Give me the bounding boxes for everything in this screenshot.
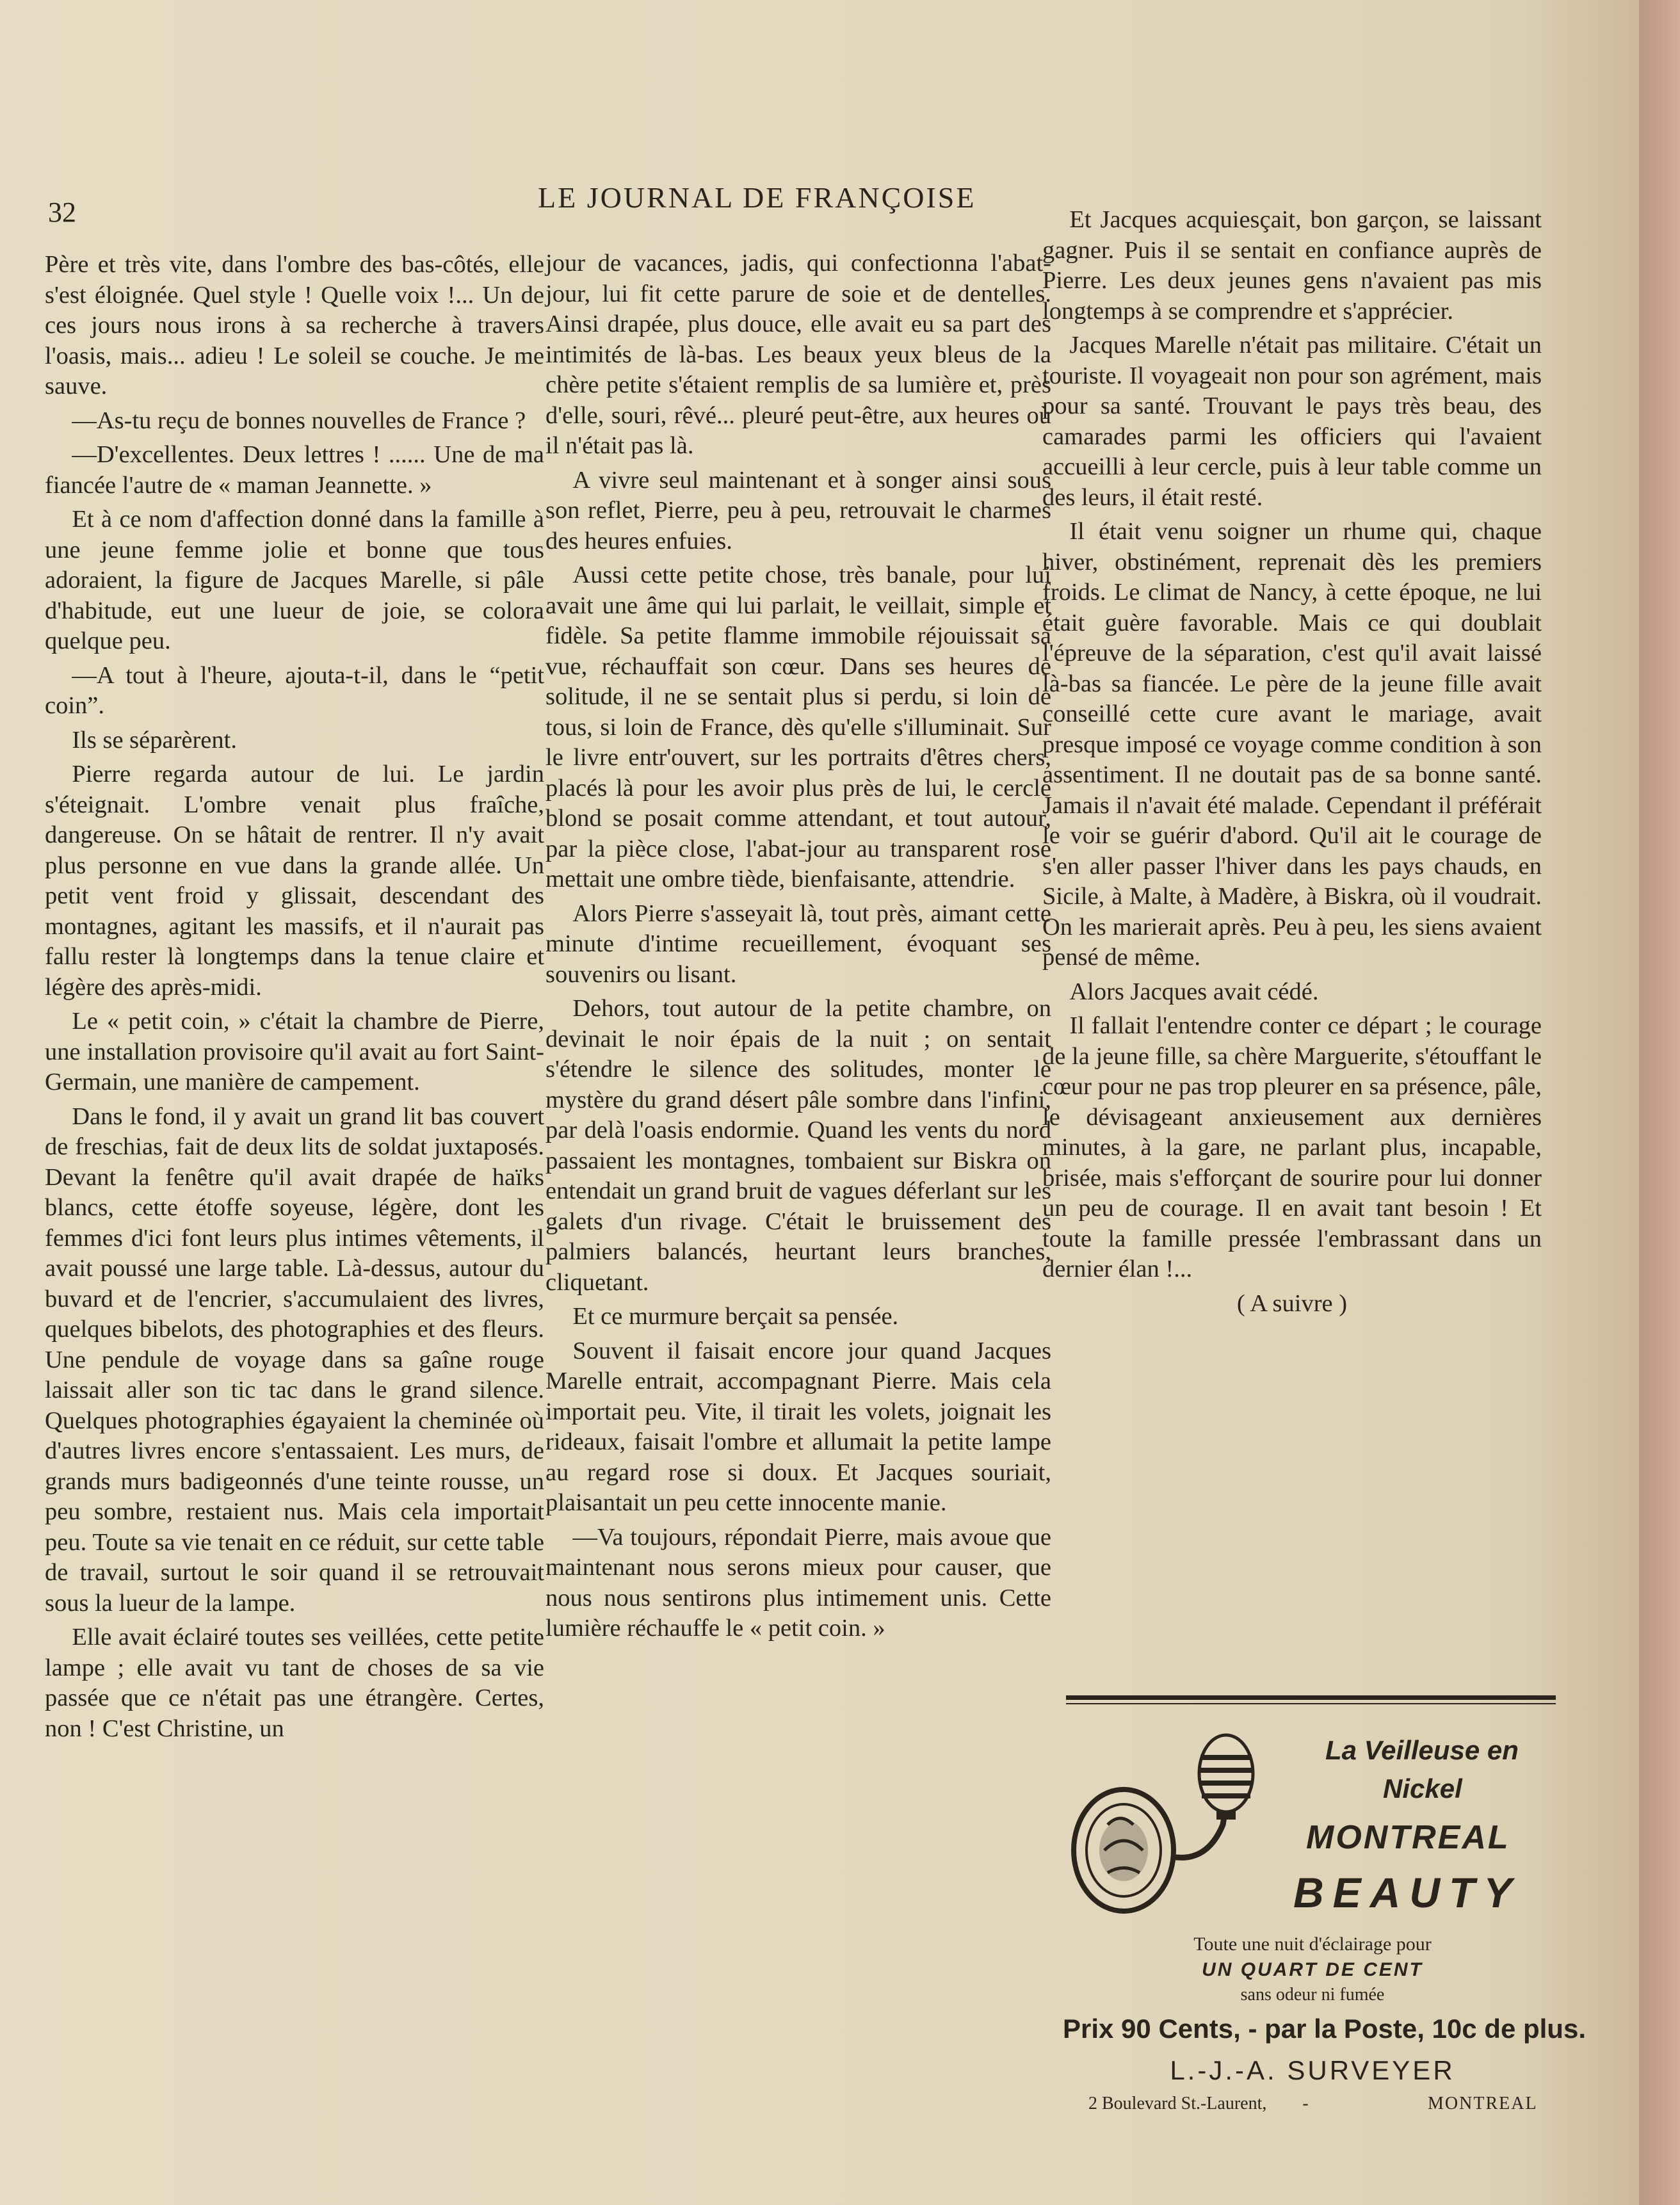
paragraph: Elle avait éclairé toutes ses veillées, cette petite lampe ; elle avait vu tant de choses de sa vie passée que ce n'était pas une étrangère. Certes, non ! C'est Christine, un bbox=[45, 1624, 544, 1742]
continuation-note: ( A suivre ) bbox=[1236, 1289, 1348, 1317]
paragraph: Souvent il faisait encore jour quand Jacques Marelle entrait, accompagnant Pierre. Mais cela importait peu. Vite, il tirait les volets, joignait les rideaux, faisait l'ombre et allumait la petite lampe au regard rose si doux. Et Jacques souriait, plaisantait un peu cette innocente manie. bbox=[545, 1337, 1051, 1516]
ad-features: sans odeur ni fumée bbox=[1240, 1985, 1385, 2005]
paragraph: —Va toujours, répondait Pierre, mais avoue que maintenant nous serons mieux pour causer, que nous nous sentirons plus intimement unis. Cette lumière réchauffe le « petit coin. » bbox=[545, 1523, 1051, 1642]
ad-price: Prix 90 Cents, - par la Poste, 10c de plus. bbox=[1063, 2014, 1586, 2044]
paragraph: —A tout à l'heure, ajouta-t-il, dans le “petit coin”. bbox=[45, 661, 544, 719]
lamp-advertisement bbox=[1063, 1716, 1586, 2113]
ad-seller: L.-J.-A. SURVEYER bbox=[1170, 2055, 1455, 2085]
journal-title: LE JOURNAL DE FRANÇOISE bbox=[538, 181, 976, 214]
text-column-3 bbox=[1042, 205, 1542, 1677]
paragraph: Jacques Marelle n'était pas militaire. C'était un touriste. Il voyageait non pour son agrément, mais pour sa santé. Trouvant le pays très beau, des camarades parmi les officiers qui l'avaient accueilli à leur cercle, puis à leur table comme un des leurs, il était resté. bbox=[1042, 332, 1542, 511]
paragraph: Et à ce nom d'affection donné dans la famille à une jeune femme jolie et bonne que tous adoraient, la figure de Jacques Marelle, si pâle d'habitude, eut une lueur de joie, se colora quelque peu. bbox=[45, 506, 544, 654]
paragraph: jour de vacances, jadis, qui confectionna l'abat-jour, lui fit cette parure de soie et de dentelles. Ainsi drapée, plus douce, elle avait eu sa part des intimités de là-bas. Les beaux yeux bleus de la chère petite s'étaient remplis de sa lumière et, près d'elle, souri, rêvé... pleuré peut-être, aux heures où il n'était pas là. bbox=[545, 250, 1051, 459]
ad-street: 2 Boulevard St.-Laurent, bbox=[1088, 2094, 1267, 2113]
ad-tagline: Toute une nuit d'éclairage pour bbox=[1193, 1934, 1432, 1955]
paragraph: —As-tu reçu de bonnes nouvelles de France ? bbox=[72, 407, 526, 434]
ad-divider-rule bbox=[1066, 1695, 1556, 1700]
paragraph: Dehors, tout autour de la petite chambre, on devinait le noir épais de la nuit ; on sentait s'étendre le silence des solitudes, monter le mystère du grand désert pâle sombre dans l'infini, par delà l'oasis endormie. Quand les vents du nord passaient les montagnes, tombaient sur Biskra on entendait un grand bruit de vagues déferlant sur les galets d'un rivage. C'était le bruissement des palmiers balancés, heurtant leurs branches, cliquetant. bbox=[545, 995, 1051, 1296]
page-number: 32 bbox=[48, 197, 76, 228]
paragraph: Il était venu soigner un rhume qui, chaque hiver, obstinément, reprenait dès les premiers froids. Le climat de Nancy, à cette époque, ne lui était guère favorable. Mais ce qui doublait l'épreuve de la séparation, c'est qu'il avait laissé là-bas sa fiancée. Le père de la jeune fille avait conseillé cette cure avant le mariage, avait presque imposé ce voyage comme condition à son assentiment. Il ne doutait pas de sa bonne santé. Jamais il n'avait été malade. Cependant il préférait le voir se guérir d'abord. Qu'il ait le courage de s'en aller passer l'hiver dans les pays chauds, en Sicile, à Malte, à Madère, à Biskra, où il voudrait. On les marierait après. Peu à peu, les siens avaient pensé de même. bbox=[1042, 518, 1542, 971]
ad-city: MONTREAL bbox=[1428, 2094, 1538, 2113]
paragraph: Alors Pierre s'asseyait là, tout près, aimant cette minute d'intime recueillement, évoquant ses souvenirs ou lisant. bbox=[545, 900, 1051, 988]
paragraph: Et ce murmure berçait sa pensée. bbox=[572, 1303, 899, 1330]
paragraph: A vivre seul maintenant et à songer ainsi sous son reflet, Pierre, peu à peu, retrouvait le charmes des heures enfuies. bbox=[545, 466, 1051, 554]
paragraph: Il fallait l'entendre conter ce départ ; le courage de la jeune fille, sa chère Marguerite, s'étouffant le cœur pour ne pas trop pleurer en sa présence, pâle, le dévisageant anxieusement aux dernières minutes, à la gare, ne parlant plus, incapable, brisée, mais s'efforçant de sourire pour lui donner un peu de courage. Il en avait tant besoin ! Et toute la famille pressée l'embrassant dans un dernier élan !... bbox=[1042, 1012, 1542, 1282]
text-column-1 bbox=[45, 250, 544, 2158]
paragraph: Père et très vite, dans l'ombre des bas-côtés, elle s'est éloignée. Quel style ! Quelle voix !... Un de ces jours nous irons à sa recherche à travers l'oasis, mais... adieu ! Le soleil se couche. Je me sauve. bbox=[45, 251, 544, 400]
paragraph: Ils se séparèrent. bbox=[72, 726, 237, 754]
ad-brand-montreal: MONTREAL bbox=[1306, 1819, 1510, 1856]
ad-address bbox=[1088, 2094, 1309, 2114]
paragraph: Et Jacques acquiesçait, bon garçon, se laissant gagner. Puis il se sentait en confiance auprès de Pierre. Les deux jeunes gens n'avaient pas mis longtemps à se comprendre et s'apprécier. bbox=[1042, 206, 1542, 325]
paragraph: Alors Jacques avait cédé. bbox=[1069, 978, 1319, 1005]
paragraph: Le « petit coin, » c'était la chambre de Pierre, une installation provisoire qu'il avait au fort Saint-Germain, une manière de campement. bbox=[45, 1008, 544, 1095]
paragraph: Aussi cette petite chose, très banale, pour lui avait une âme qui lui parlait, le veillait, simple et fidèle. Sa petite flamme immobile réjouissait sa vue, réchauffait son cœur. Dans ses heures de solitude, il ne se sentait plus si perdu, si loin de tous, si loin de France, dès qu'elle s'illuminait. Sur le livre entr'ouvert, sur les portraits d'êtres chers, placés là pour les avoir plus près de lui, le cercle blond se posait comme attendant, et tout autour, par la pièce close, l'abat-jour au transparent rose mettait une ombre tiède, bienfaisante, attendrie. bbox=[545, 561, 1051, 892]
paragraph: Pierre regarda autour de lui. Le jardin s'éteignait. L'ombre venait plus fraîche, dangereuse. On se hâtait de rentrer. Il n'y avait plus personne en vue dans la grande allée. Un petit vent froid y glissait, descendant des montagnes, agitant les massifs, et il n'aurait pas fallu rester là longtemps dans la tenue claire et légère des après-midi. bbox=[45, 761, 544, 1001]
ad-price-highlight: UN QUART DE CENT bbox=[1202, 1959, 1423, 1980]
ad-brand-beauty: BEAUTY bbox=[1293, 1869, 1521, 1916]
ad-divider-rule-thin bbox=[1066, 1703, 1556, 1704]
paragraph: —D'excellentes. Deux lettres ! ...... Une de ma fiancée l'autre de « maman Jeannette. » bbox=[45, 441, 544, 499]
ad-line-nickel: Nickel bbox=[1383, 1773, 1462, 1804]
paragraph: Dans le fond, il y avait un grand lit bas couvert de freschias, fait de deux lits de soldat juxtaposés. Devant la fenêtre qu'il avait drapée de haïks blancs, cette étoffe soyeuse, légère, dont les femmes d'ici font leurs plus intimes vêtements, il avait poussé une large table. Là-dessus, autour du buvard et de l'encrier, s'accumulaient des livres, quelques bibelots, des photographies et des fleurs. Une pendule de voyage dans sa gaîne rouge laissait aller son tic tac dans le grand silence. Quelques photographies égayaient la cheminée où d'autres livres encore s'entassaient. Les murs, de grands murs badigeonnés d'une teinte rousse, un peu sombre, restaient nus. Mais cela importait peu. Toute sa vie tenait en ce réduit, sur cette table de travail, surtout le soir quand il se retrouvait sous la lueur de la lampe. bbox=[45, 1102, 544, 1617]
ad-line-veilleuse: La Veilleuse en bbox=[1325, 1735, 1519, 1765]
nickel-lamp-illustration bbox=[1069, 1729, 1255, 1921]
ad-separator: - bbox=[1302, 2094, 1309, 2113]
page-edge bbox=[1639, 0, 1680, 2205]
text-column-2 bbox=[545, 248, 1051, 2144]
